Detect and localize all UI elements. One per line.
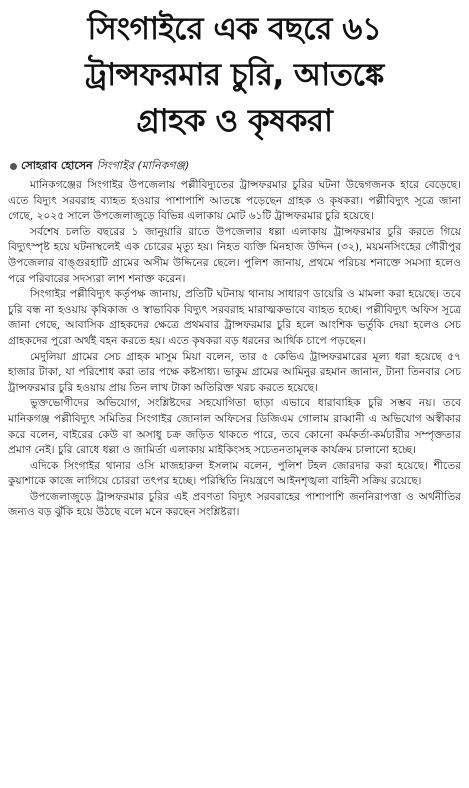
article-paragraph: সর্বশেষ চলতি বছরের ১ জানুয়ারি রাতে উপজেলার ধল্লা এলাকায় ট্রান্সফরমার চুরি করতে গিয়ে বিদ্যুৎস্পৃষ্ট হয়ে ঘটনাস্থলেই এক চোরের মৃত্যু হয়। নিহত ব্যক্তি মিনহাজ উদ্দিন (৩২), ময়মনসিংহের গৌরীপুর উপজেলার বাঙ্গুরহাটি গ্রামের অসীম উদ্দিনের ছেলে। পুলিশ জানায়, প্রথমে পরিচয় শনাক্তে সমস্যা হলেও পরে পরিবারের সদস্যরা লাশ শনাক্ত করেন। <box>8 225 461 285</box>
headline <box>8 6 461 144</box>
article-paragraph: ভুক্তভোগীদের অভিযোগ, সংশ্লিষ্টদের সহযোগিতা ছাড়া এভাবে ধারাবাহিক চুরি সম্ভব নয়। তবে মানিকগঞ্জ পল্লীবিদ্যুৎ সমিতির সিংগাইর জোনাল অফিসের ডিজিএম গোলাম রাব্বানী এ অভিযোগ অস্বীকার করে বলেন, বাইরের কেউ বা অসাধু চক্র জড়িত থাকতে পারে, তবে কোনো কর্মকর্তা-কর্মচারীর সম্পৃক্ততার প্রমাণ নেই। চুরি রোধে ধল্লা ও জামির্তা এলাকায় মাইকিংসহ সচেতনতামূলক কার্যক্রম চালানো হচ্ছে। <box>8 397 461 457</box>
headline-line: সিংগাইরে এক বছরে ৬১ <box>87 11 382 47</box>
article-paragraph: মানিকগঞ্জের সিংগাইর উপজেলায় পল্লীবিদ্যুতের ট্রান্সফরমার চুরির ঘটনা উদ্বেগজনক হারে বেড়েছে। এতে বিদ্যুৎ সরবরাহ ব্যাহত হওয়ার পাশাপাশি আতঙ্কে পড়েছেন গ্রাহক ও কৃষকরা। পল্লীবিদ্যুৎ সূত্রে জানা গেছে, ২০২৫ সালে উপজেলাজুড়ে বিভিন্ন এলাকায় মোট ৬১টি ট্রান্সফরমার চুরি হয়েছে। <box>8 179 461 223</box>
headline-line: ট্রান্সফরমার চুরি, আতঙ্কে <box>85 57 384 93</box>
article-paragraph: সিংগাইর পল্লীবিদ্যুৎ কর্তৃপক্ষ জানায়, প্রতিটি ঘটনায় থানায় সাধারণ ডায়েরি ও মামলা করা হয়েছে। তবে চুরি বন্ধ না হওয়ায় কৃষিকাজ ও স্বাভাবিক বিদ্যুৎ সরবরাহ মারাত্মকভাবে ব্যাহত হচ্ছে। পল্লীবিদ্যুৎ অফিস সূত্রে জানা গেছে, আবাসিক গ্রাহকদের ক্ষেত্রে প্রথমবার ট্রান্সফরমার চুরি হলে আংশিক ভর্তুকি দেয়া হলেও সেচ গ্রাহকদের পুরো অর্থই বহন করতে হয়। এতে কৃষকরা বড় ধরনের আর্থিক চাপে পড়ছেন। <box>8 288 461 347</box>
news-clipping <box>2 2 467 784</box>
article-paragraph: এদিকে সিংগাইর থানার ওসি মাজহারুল ইসলাম বলেন, পুলিশ টহল জোরদার করা হয়েছে। শীতের কুয়াশাকে কাজে লাগিয়ে চোররা তৎপর হচ্ছে। পরিস্থিতি নিয়ন্ত্রণে আইনশৃঙ্খলা বাহিনী সক্রিয় রয়েছে। <box>8 459 461 488</box>
byline-author: সোহরাব হোসেন <box>21 159 93 172</box>
headline-line: গ্রাহক ও কৃষকরা <box>136 103 333 139</box>
byline <box>10 158 461 174</box>
byline-place: সিংগাইর (মানিকগঞ্জ) <box>96 159 190 172</box>
article-paragraph: উপজেলাজুড়ে ট্রান্সফরমার চুরির এই প্রবণতা বিদ্যুৎ সরবরাহের পাশাপাশি জননিরাপত্তা ও অর্থনীতির জন্যও বড় ঝুঁকি হয়ে উঠছে বলে মনে করছেন সংশ্লিষ্টরা। <box>8 490 461 519</box>
article-paragraph: মেদুলিয়া গ্রামের সেচ গ্রাহক মাসুম মিয়া বলেন, তার ৫ কেভিএ ট্রান্সফরমারের মূল্য ধরা হয়েছে ৫৭ হাজার টাকা, যা পরিশোধ করা তার পক্ষে কষ্টসাধ্য। ভাকুম গ্রামের আমিনুর রহমান জানান, টানা তিনবার সেচ ট্রান্সফরমার চুরি হওয়ায় প্রায় তিন লাখ টাকা অতিরিক্ত খরচ করতে হয়েছে। <box>8 350 461 394</box>
bullet-icon <box>10 163 17 170</box>
article-body <box>8 178 461 521</box>
